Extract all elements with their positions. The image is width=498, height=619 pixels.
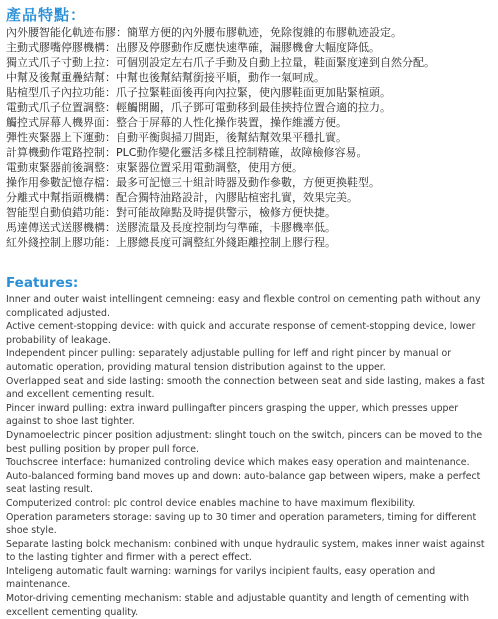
chinese-feature-item: 智能型自動偵錯功能：對可能故障點及時提供警示，檢修方便快捷。 <box>6 206 336 219</box>
english-feature-item: Separate lasting bolck mechanism: conbined with unque hydraulic system, makes inner waist against to the lasting tighter and firmer with a perect effect. <box>6 538 485 564</box>
chinese-feature-item: 計算機動作電路控制：PLC動作變化靈活多樣且控制精確，故障檢修容易。 <box>6 146 368 159</box>
chinese-features-heading: 產品特點： <box>6 6 87 24</box>
chinese-feature-list <box>6 25 492 250</box>
chinese-feature-item: 獨立式爪子寸動上拉：可個別設定左右爪子手動及自動上拉量，鞋面緊度達到自然分配。 <box>6 56 435 69</box>
chinese-feature-item: 內外腰智能化軌迹布膠：簡單方便的內外腰布膠軌迹，免除復雜的布膠軌迹設定。 <box>6 26 402 39</box>
chinese-feature-item: 觸控式屏幕人機界面：整合于屏幕的人性化操作裝置，操作維護方便。 <box>6 116 347 129</box>
english-feature-item: Touchscree interface: humanized controling device which makes easy operation and maintenance. <box>6 457 470 469</box>
chinese-feature-item: 貼楦型爪子內拉功能：爪子拉緊鞋面後再向內拉緊，使內膠鞋面更加貼緊楦頭。 <box>6 86 391 99</box>
chinese-feature-item: 分離式中幫指頭機構：配合獨特油路設計，內膠貼楦密扎實，效果完美。 <box>6 191 358 204</box>
english-feature-item: Dynamoelectric pincer position adjustment: slinght touch on the switch, pincers can be moved to the best pulling position by proper pull force. <box>6 429 483 455</box>
english-feature-item: Motor-driving cementing mechanism: stable and adjustable quantity and length of cementing with excellent cementing quality. <box>6 593 470 618</box>
chinese-feature-item: 彈性夾緊器上下運動：自動平衡與掃刀間距，後幫結幫效果平穩扎實。 <box>6 131 347 144</box>
chinese-feature-item: 電動束緊器前後調整：束緊器位置采用電動調整，使用方便。 <box>6 161 303 174</box>
english-feature-item: Computerized control: plc control device enables machine to have maximum flexibility. <box>6 497 416 509</box>
english-feature-item: Inner and outer waist intellingent cemneing: easy and flexble control on cementing path without any complicated adjusted. <box>6 294 481 319</box>
english-feature-item: Operation parameters storage: saving up to 30 timer and operation parameters, timing for different shoe style. <box>6 511 477 537</box>
chinese-feature-item: 操作用參數記憶存檔：最多可記憶三十組計時器及動作參數，方便更換鞋型。 <box>6 176 380 189</box>
english-features-heading: Features: <box>6 275 79 291</box>
english-feature-item: Overlapped seat and side lasting: smooth the connection between seat and side lasting, makes a fast and excellent cementing result. <box>6 375 485 401</box>
english-feature-item: Inteligeng automatic fault warning: warnings for varilys incipient faults, easy operation and maintenance. <box>6 565 436 591</box>
english-feature-item: Pincer inward pulling: extra inward pullingafter pincers grasping the upper, which presses upper against to shoe last tighter. <box>6 402 459 428</box>
chinese-feature-item: 紅外綫控制上膠功能：上膠總長度可調整紅外綫距離控制上膠行程。 <box>6 236 336 249</box>
english-feature-item: Independent pincer pulling: separately adjustable pulling for leff and right pincer by manual or automatic operation, providing matural tension distribution against to the upper. <box>6 348 452 373</box>
english-feature-item: Auto-balanced forming band moves up and down: auto-balance gap between wipers, make a perfect seat lasting result. <box>6 470 481 496</box>
english-feature-list <box>6 293 492 619</box>
english-feature-item: Active cement-stopping device: with quick and accurate response of cement-stopping device, lower probability of leakage. <box>6 321 476 346</box>
chinese-feature-item: 中幫及後幫重疊結幫：中幫也後幫結幫銜接平順，動作一氣呵成。 <box>6 71 325 84</box>
chinese-feature-item: 主動式膠嘴停膠機構：出膠及停膠動作反應快速準確，漏膠機會大幅度降低。 <box>6 41 380 54</box>
chinese-feature-item: 電動式爪子位置調整：輕觸開關，爪子鄧可電動移到最佳挾持位置合適的拉力。 <box>6 101 391 114</box>
chinese-feature-item: 馬達傳送式送膠機構：送膠流量及長度控制均勻準確，卡膠機率低。 <box>6 221 336 234</box>
